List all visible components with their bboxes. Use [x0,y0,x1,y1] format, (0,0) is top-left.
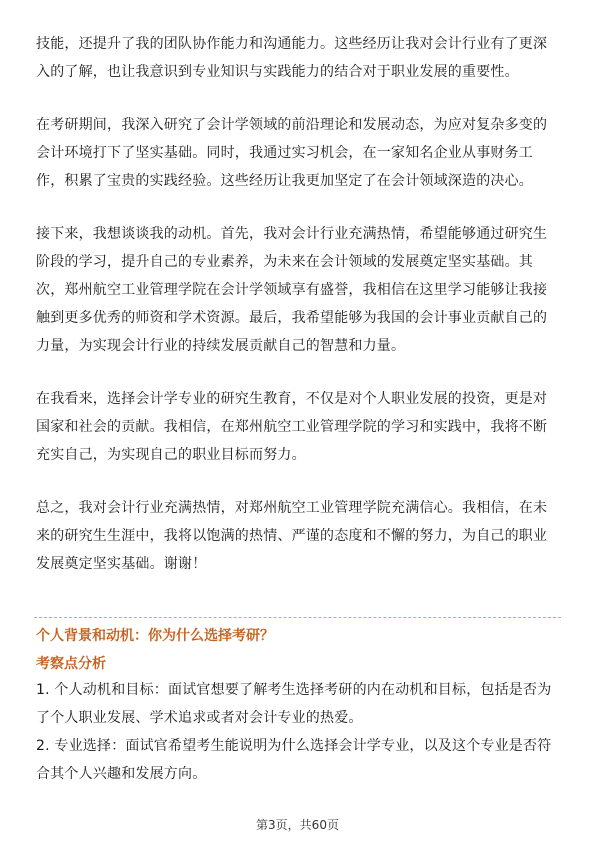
paragraph: 接下来，我想谈谈我的动机。首先，我对会计行业充满热情，希望能够通过研究生阶段的学习，提升自己的专业素养，为未来在会计领域的发展奠定坚实基础。其次，郑州航空工业管理学院在会计学领域享有盛誉，我相信在这里学习能够让我接触到更多优秀的师资和学术资源。最后，我希望能够为我国的会计事业贡献自己的力量，为实现会计行业的持续发展贡献自己的智慧和力量。 [36,226,548,354]
paragraph: 在考研期间，我深入研究了会计学领域的前沿理论和发展动态，为应对复杂多变的会计环境打下了坚实基础。同时，我通过实习机会，在一家知名企业从事财务工作，积累了宝贵的实践经验。这些经历让我更加坚定了在会计领域深造的决心。 [36,117,548,189]
question-section [36,624,560,788]
paragraph: 在我看来，选择会计学专业的研究生教育，不仅是对个人职业发展的投资，更是对国家和社会的贡献。我相信，在郑州航空工业管理学院的学习和实践中，我将不断充实自己，为实现自己的职业目标而努力。 [36,391,548,463]
list-item: 1. 个人动机和目标：面试官想要了解考生选择考研的内在动机和目标，包括是否为了个人职业发展、学术追求或者对会计专业的热爱。 [36,682,552,726]
section-title: 个人背景和动机：你为什么选择考研？ [36,628,274,644]
paragraph: 技能，还提升了我的团队协作能力和沟通能力。这些经历让我对会计行业有了更深入的了解，也让我意识到专业知识与实践能力的结合对于职业发展的重要性。 [36,36,548,80]
section-divider [34,617,561,618]
body-text [36,30,560,603]
paragraph: 总之，我对会计行业充满热情，对郑州航空工业管理学院充满信心。我相信，在未来的研究生生涯中，我将以饱满的热情、严谨的态度和不懈的努力，为自己的职业发展奠定坚实基础。谢谢！ [36,500,548,572]
page-number: 第3页，共60页 [256,818,339,832]
list-item: 2. 专业选择：面试官希望考生能说明为什么选择会计学专业，以及这个专业是否符合其个人兴趣和发展方向。 [36,738,552,782]
section-subtitle: 考察点分析 [36,656,106,672]
